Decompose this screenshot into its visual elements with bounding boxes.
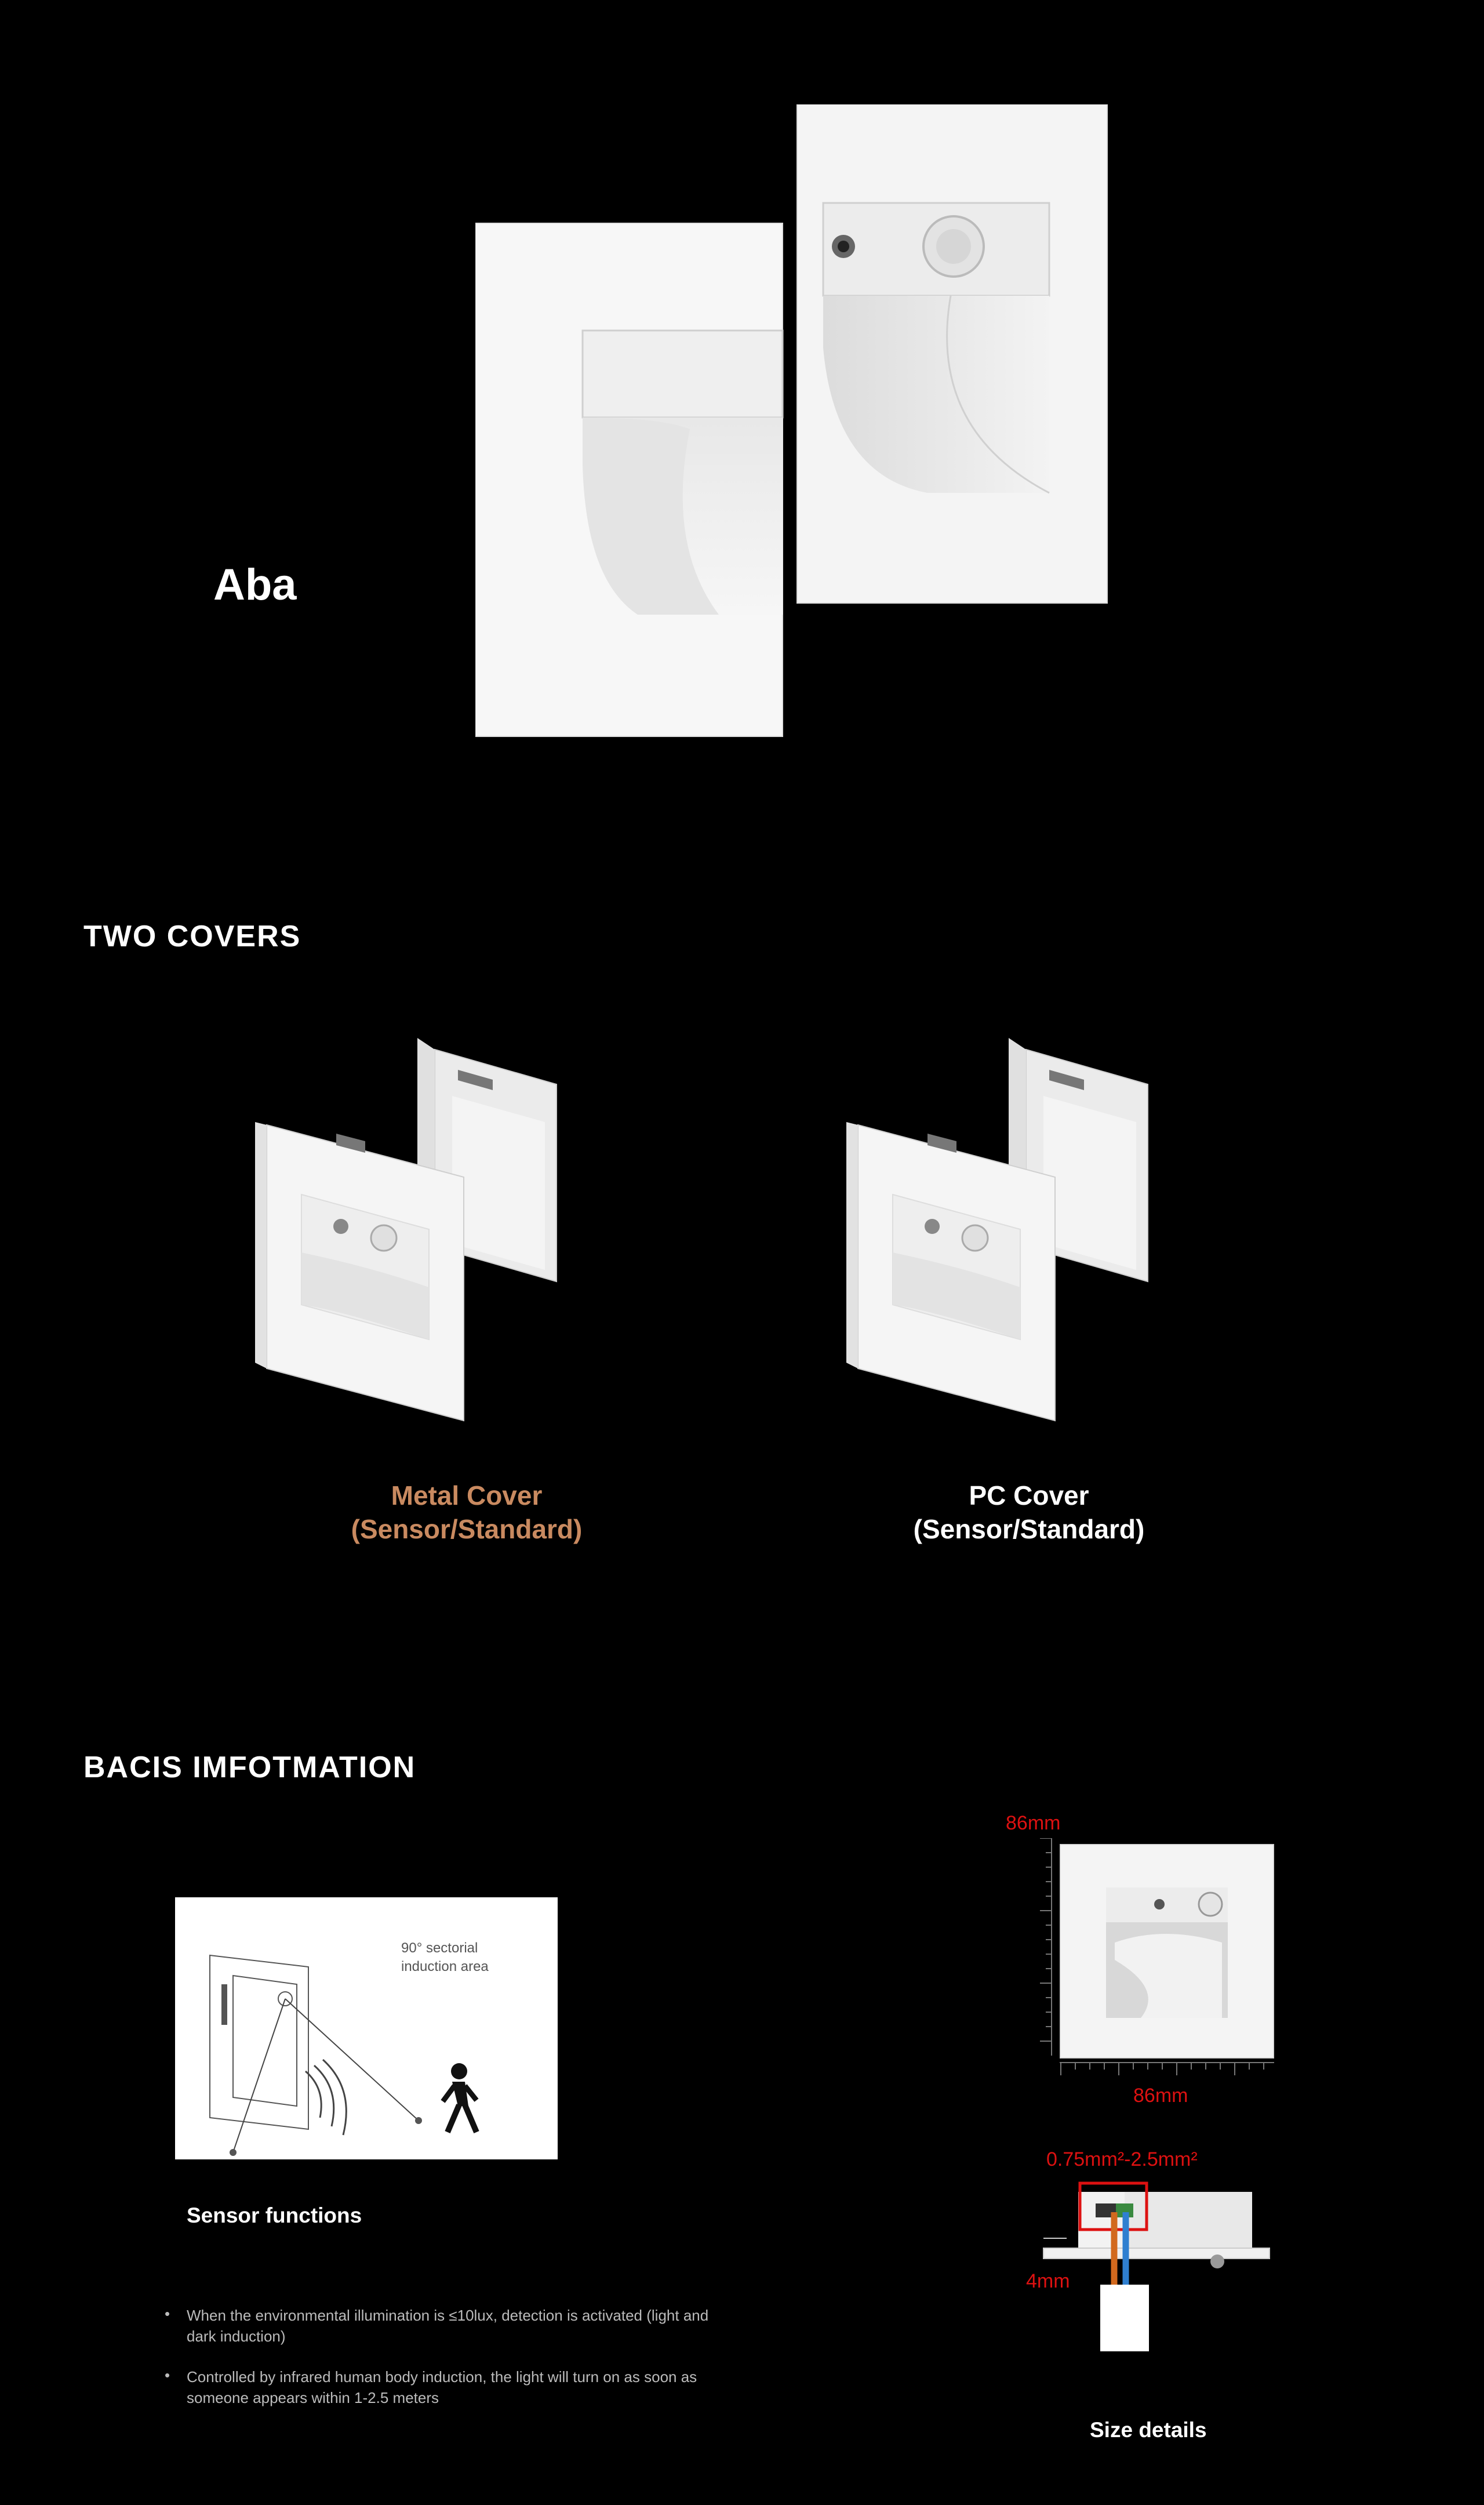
hero-product-image bbox=[475, 104, 1113, 742]
pc-cover-title: PC Cover bbox=[969, 1480, 1089, 1511]
metal-cover-title: Metal Cover bbox=[391, 1480, 543, 1511]
height-dimension-label: 86mm bbox=[1006, 1812, 1061, 1834]
side-view-image bbox=[1032, 2180, 1287, 2354]
pc-cover-image bbox=[846, 1038, 1217, 1432]
bullet-text-line1: When the environmental illumination is ≤10lux, detection is activated (light and bbox=[187, 2307, 709, 2324]
sensor-diagram-drawing bbox=[175, 1897, 558, 2159]
bullet-item bbox=[162, 2305, 800, 2347]
bullet-text-line2: dark induction) bbox=[187, 2328, 286, 2345]
induction-area-label bbox=[401, 1939, 489, 1976]
section-heading-covers: TWO COVERS bbox=[83, 920, 301, 953]
pc-cover-caption bbox=[841, 1479, 1217, 1546]
metal-cover-image bbox=[255, 1038, 626, 1432]
induction-label-line2: induction area bbox=[401, 1959, 489, 1974]
metal-cover-subtitle: (Sensor/Standard) bbox=[351, 1514, 583, 1544]
bullet-dot: • bbox=[165, 2305, 170, 2322]
bullet-text-line1: Controlled by infrared human body induction, the light will turn on as soon as bbox=[187, 2368, 697, 2386]
sensor-functions-title: Sensor functions bbox=[187, 2203, 362, 2227]
bullet-dot: • bbox=[165, 2366, 170, 2384]
width-ruler bbox=[1060, 2061, 1274, 2079]
sensor-diagram bbox=[175, 1897, 558, 2159]
bullet-item bbox=[162, 2366, 800, 2408]
front-view-image bbox=[1060, 1844, 1274, 2059]
width-dimension-label: 86mm bbox=[1133, 2085, 1188, 2107]
section-heading-info: BACIS IMFOTMATION bbox=[83, 1751, 416, 1784]
size-details-title: Size details bbox=[1090, 2418, 1207, 2442]
bullet-text-line2: someone appears within 1-2.5 meters bbox=[187, 2389, 439, 2406]
depth-dimension-label: 4mm bbox=[1026, 2270, 1070, 2292]
wire-gauge-label: 0.75mm²-2.5mm² bbox=[1046, 2148, 1198, 2170]
induction-label-line1: 90° sectorial bbox=[401, 1940, 478, 1956]
sensor-bullet-list bbox=[162, 2305, 800, 2408]
height-ruler bbox=[1032, 1838, 1055, 2059]
pc-cover-subtitle: (Sensor/Standard) bbox=[913, 1514, 1145, 1544]
metal-cover-caption bbox=[278, 1479, 655, 1546]
brand-name: Aba bbox=[213, 560, 297, 609]
